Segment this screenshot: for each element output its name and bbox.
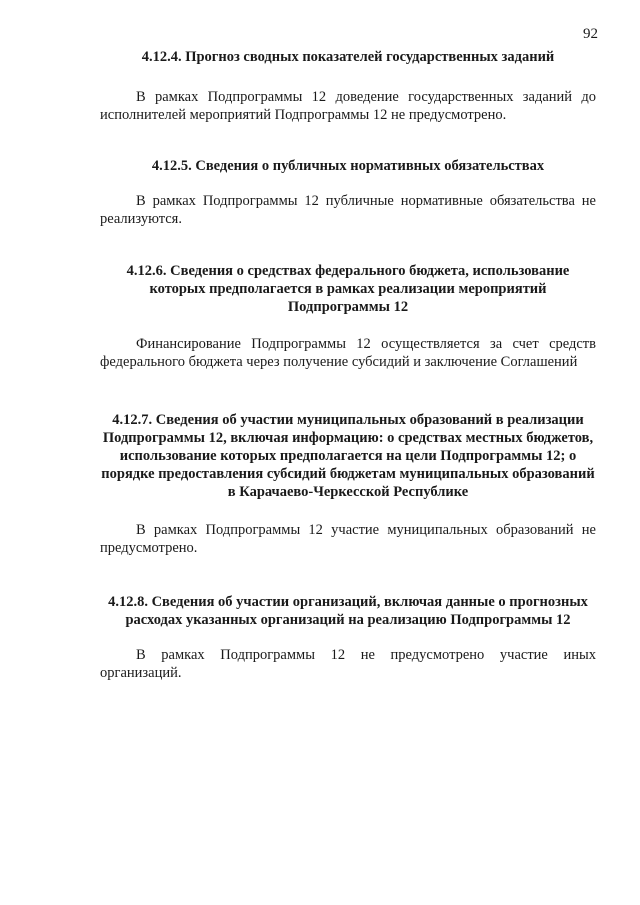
section-heading: 4.12.4. Прогноз сводных показателей государственных заданий xyxy=(141,49,555,65)
section-4-12-7 xyxy=(100,411,596,557)
section-paragraph: В рамках Подпрограммы 12 участие муниципальных образований не предусмотрено. xyxy=(100,522,596,556)
section-paragraph: В рамках Подпрограммы 12 доведение государственных заданий до исполнителей мероприятий Подпрограммы 12 не предусмотрено. xyxy=(100,89,596,123)
section-heading: 4.12.8. Сведения об участии организаций, включая данные о прогнозных расходах указанных организаций на реализацию Подпрограммы 12 xyxy=(108,594,588,628)
section-heading: 4.12.6. Сведения о средствах федерального бюджета, использование которых предполагается в рамках реализации мероприятий Подпрограммы 12 xyxy=(126,263,570,315)
section-heading: 4.12.7. Сведения об участии муниципальных образований в реализации Подпрограммы 12, включая информацию: о средствах местных бюджетов, использование которых предполагается на цели Подпрограммы 12; о порядке предоставления субсидий бюджетам муниципальных образований в Карачаево-Черкесской Республике xyxy=(101,412,595,500)
section-4-12-5 xyxy=(100,157,596,228)
section-4-12-4 xyxy=(100,48,596,124)
section-paragraph: Финансирование Подпрограммы 12 осуществляется за счет средств федерального бюджета через получение субсидий и заключение Соглашений xyxy=(100,336,596,370)
page-number: 92 xyxy=(583,26,598,42)
section-heading: 4.12.5. Сведения о публичных нормативных обязательствах xyxy=(151,158,545,174)
section-paragraph: В рамках Подпрограммы 12 не предусмотрено участие иных организаций. xyxy=(100,647,596,681)
section-paragraph: В рамках Подпрограммы 12 публичные нормативные обязательства не реализуются. xyxy=(100,193,596,227)
section-4-12-8 xyxy=(100,593,596,682)
section-4-12-6 xyxy=(100,262,596,371)
document-body xyxy=(100,48,596,682)
